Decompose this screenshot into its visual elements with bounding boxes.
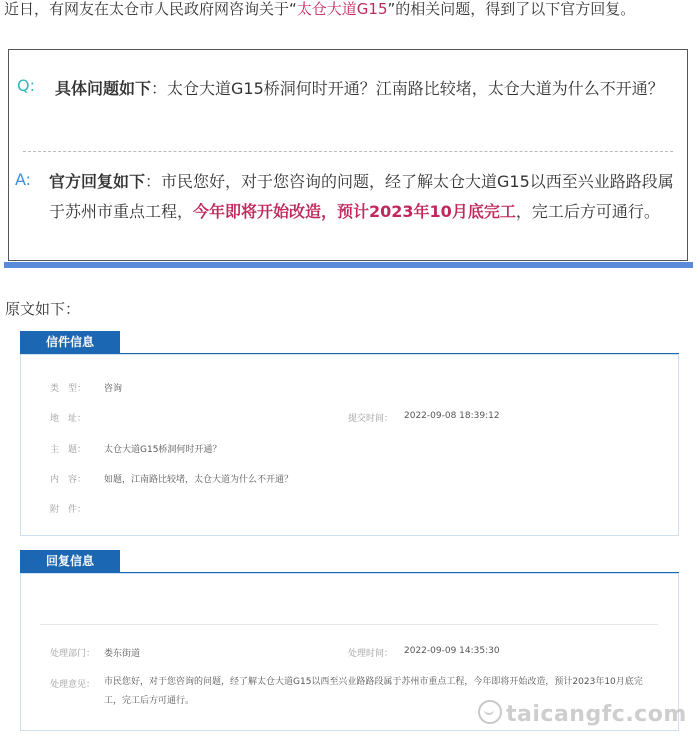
letter-info-tab: 信件信息: [20, 331, 120, 353]
qa-box: [8, 49, 688, 261]
intro-suffix: ”的相关问题，得到了以下官方回复。: [387, 0, 636, 18]
opinion-label: 处理意见：: [50, 680, 96, 690]
watermark-text: taicangfc.com: [506, 702, 687, 727]
address-label: 地 址：: [50, 414, 87, 424]
question-text: [55, 74, 675, 104]
smile-logo-icon: [478, 700, 502, 724]
content-label: 内 容：: [50, 475, 87, 485]
type-label: 类 型：: [50, 384, 87, 394]
answer-highlight: 今年即将开始改造，预计2023年10月底完工: [193, 202, 516, 221]
intro-prefix: 近日，有网友在太仓市人民政府网咨询关于“: [4, 0, 297, 18]
submit-time-label: 提交时间：: [348, 414, 394, 424]
question-title: 具体问题如下: [55, 79, 152, 98]
q-letter: Q:: [17, 76, 35, 95]
answer-body-2: ，完工后方可通行。: [515, 202, 660, 221]
attachment-label: 附 件：: [50, 505, 87, 515]
subject-label: 主 题：: [50, 445, 87, 455]
intro-text: [4, 0, 635, 18]
answer-title: 官方回复如下: [49, 172, 146, 191]
content-value: 如题，江南路比较堵，太仓大道为什么不开通？: [104, 475, 294, 485]
watermark: [478, 700, 687, 727]
qa-divider: [23, 151, 673, 152]
dept-value: 娄东街道: [104, 649, 141, 659]
qa-bottom-bar: [4, 262, 693, 268]
dept-label: 处理部门：: [50, 649, 96, 659]
reply-time-label: 处理时间：: [348, 649, 394, 659]
question-body: ：太仓大道G15桥洞何时开通？江南路比较堵，太仓大道为什么不开通？: [151, 79, 664, 98]
answer-text: [49, 167, 677, 227]
original-label: 原文如下：: [5, 300, 81, 318]
type-value: 咨询: [104, 384, 123, 394]
subject-value: 太仓大道G15桥洞何时开通？: [104, 445, 222, 455]
opinion-value: 市民您好，对于您咨询的问题，经了解太仓大道G15以西至兴业路路段属于苏州市重点工程，今年即将开始改造，预计2023年10月底完工，完工后方可通行。: [104, 677, 643, 706]
reply-divider: [40, 624, 658, 625]
answer-body-1: ：市民您好，对于您咨询的问题，经了解太仓大道G15以西至兴业路路段属于苏州市重点工程，: [49, 172, 674, 221]
reply-info-tab: 回复信息: [20, 550, 120, 572]
submit-time-value: 2022-09-08 18:39:12: [404, 411, 500, 421]
reply-time-value: 2022-09-09 14:35:30: [404, 646, 500, 656]
intro-highlight: 太仓大道G15: [296, 0, 388, 18]
a-letter: A:: [15, 170, 32, 189]
